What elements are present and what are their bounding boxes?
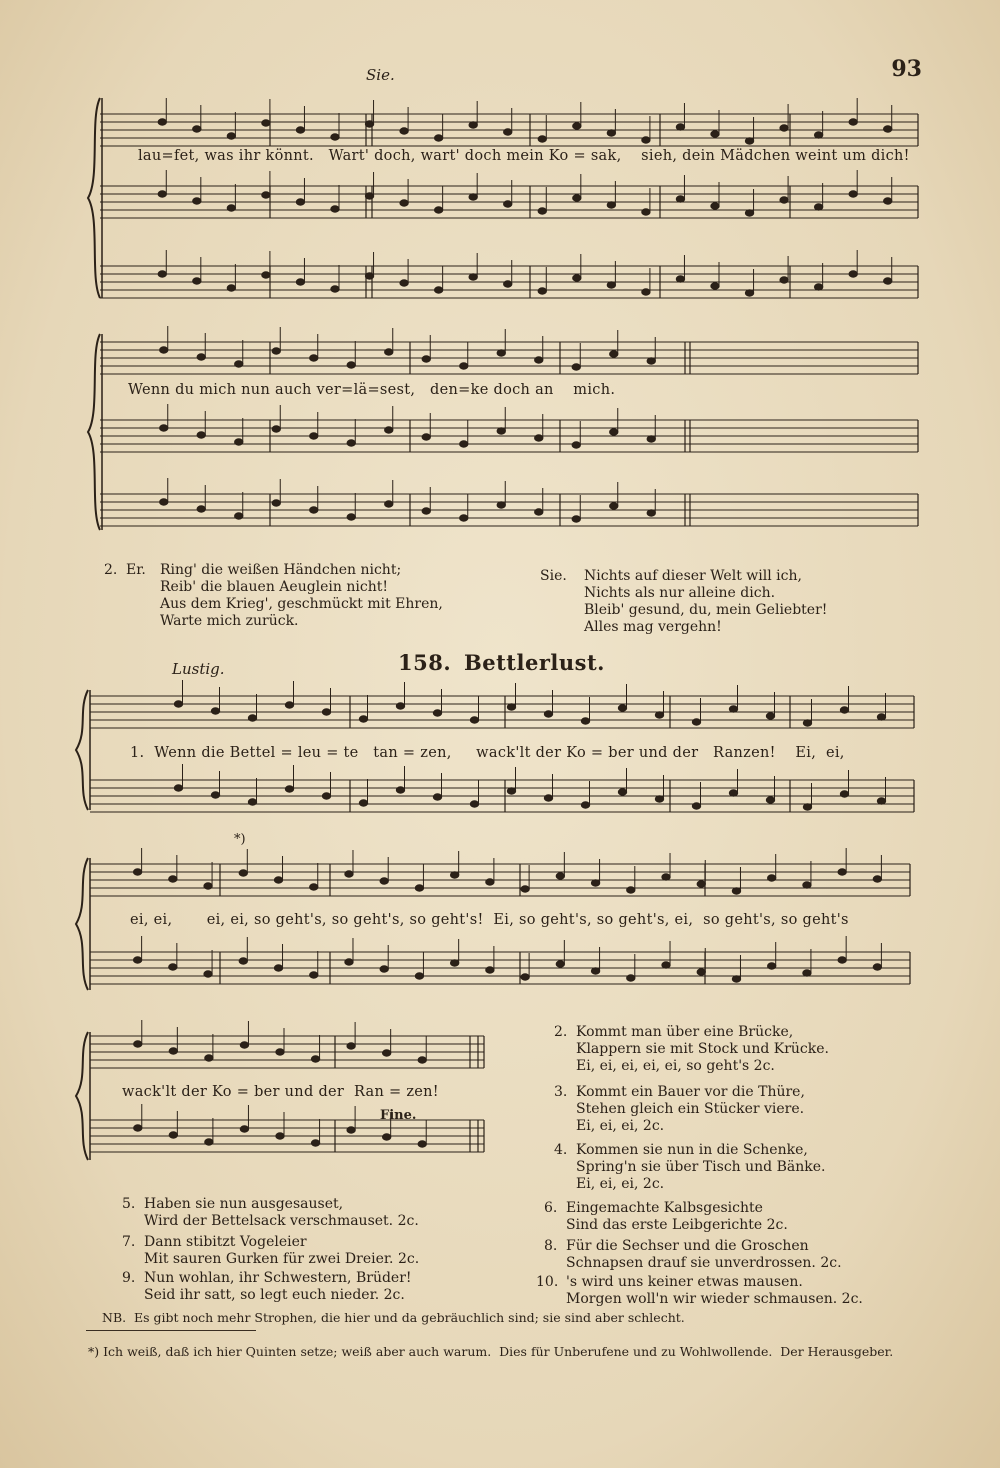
notehead	[204, 883, 212, 889]
notehead	[573, 275, 581, 281]
notehead	[692, 719, 700, 725]
verse-3	[554, 1084, 805, 1135]
notehead	[227, 133, 235, 139]
notehead	[169, 1048, 177, 1054]
notehead	[310, 884, 318, 890]
notehead	[504, 281, 512, 287]
notehead	[618, 789, 626, 795]
notehead	[692, 803, 700, 809]
notehead	[697, 969, 705, 975]
notehead	[535, 509, 543, 515]
verse-number: 7.	[122, 1234, 136, 1250]
lyric-system-2: Wenn du mich nun auch ver=lä=sest, den=ke doch an mich.	[128, 382, 616, 398]
notehead	[521, 886, 529, 892]
notehead	[849, 271, 857, 277]
verse-6	[544, 1200, 788, 1234]
notehead	[460, 441, 468, 447]
notehead	[711, 203, 719, 209]
notehead	[385, 349, 393, 355]
notehead	[676, 276, 684, 282]
notehead	[310, 355, 318, 361]
notehead	[486, 967, 494, 973]
notehead	[365, 121, 373, 127]
verse-line: Aus dem Krieg', geschmückt mit Ehren,	[160, 596, 443, 612]
notehead	[504, 201, 512, 207]
notehead	[486, 879, 494, 885]
notehead	[158, 119, 166, 125]
notehead	[544, 711, 552, 717]
notehead	[415, 885, 423, 891]
notehead	[814, 132, 822, 138]
notehead	[422, 508, 430, 514]
lyric-song158-1: 1. Wenn die Bettel = leu = te tan = zen, wack'lt der Ko = ber und der Ranzen! Ei, ei,	[130, 745, 845, 761]
notehead	[262, 272, 270, 278]
notehead	[507, 788, 515, 794]
lyric-song158-3: wack'lt der Ko = ber und der Ran = zen!	[122, 1084, 439, 1100]
notehead	[573, 123, 581, 129]
notehead	[507, 704, 515, 710]
notehead	[838, 957, 846, 963]
notehead	[235, 513, 243, 519]
notehead	[470, 801, 478, 807]
verse-line: Haben sie nun ausgesauset,	[144, 1196, 344, 1212]
verse-line: Mit sauren Gurken für zwei Dreier. 2c.	[144, 1251, 420, 1267]
notehead	[160, 425, 168, 431]
notehead	[197, 354, 205, 360]
notehead	[504, 129, 512, 135]
notehead	[780, 197, 788, 203]
notehead	[380, 878, 388, 884]
notehead	[745, 138, 753, 144]
notehead	[497, 350, 505, 356]
notehead	[345, 959, 353, 965]
notehead	[274, 965, 282, 971]
verse-2-sie	[540, 568, 827, 636]
verse-number: 2.	[104, 562, 118, 578]
verse-4	[554, 1142, 826, 1193]
notehead	[538, 208, 546, 214]
verse-number: 3.	[554, 1084, 568, 1100]
notehead	[296, 279, 304, 285]
notehead	[469, 274, 477, 280]
notehead	[434, 207, 442, 213]
verse-5	[122, 1196, 419, 1230]
notehead	[240, 1126, 248, 1132]
notehead	[732, 976, 740, 982]
notehead	[469, 122, 477, 128]
notehead	[610, 503, 618, 509]
verse-part-label: Sie.	[540, 568, 567, 584]
notehead	[884, 278, 892, 284]
notehead	[331, 134, 339, 140]
notehead	[193, 198, 201, 204]
verse-line: Ring' die weißen Händchen nicht;	[160, 562, 402, 578]
notehead	[211, 792, 219, 798]
notehead	[803, 804, 811, 810]
notehead	[396, 703, 404, 709]
notehead	[642, 289, 650, 295]
notehead	[642, 209, 650, 215]
notehead	[729, 706, 737, 712]
verse-line: Ei, ei, ei, 2c.	[576, 1176, 665, 1192]
notehead	[766, 797, 774, 803]
verse-line: Kommt man über eine Brücke,	[576, 1024, 794, 1040]
verse-number: 10.	[536, 1274, 559, 1290]
notehead	[535, 357, 543, 363]
verse-line: Nichts als nur alleine dich.	[584, 585, 776, 601]
notehead	[538, 136, 546, 142]
verse-line: Schnapsen drauf sie unverdrossen. 2c.	[566, 1255, 842, 1271]
verse-line: Sind das erste Leibgerichte 2c.	[566, 1217, 788, 1233]
notehead	[803, 970, 811, 976]
notehead	[322, 709, 330, 715]
notehead	[655, 712, 663, 718]
notehead	[382, 1134, 390, 1140]
notehead	[272, 348, 280, 354]
notehead	[311, 1056, 319, 1062]
notehead	[884, 126, 892, 132]
notehead	[133, 957, 141, 963]
notehead	[158, 191, 166, 197]
notehead	[676, 196, 684, 202]
footnote-divider	[86, 1330, 256, 1331]
notehead	[591, 968, 599, 974]
notehead	[382, 1050, 390, 1056]
verse-line: Kommen sie nun in die Schenke,	[576, 1142, 808, 1158]
nb-note: NB. Es gibt noch mehr Strophen, die hier und da gebräuchlich sind; sie sind aber schlecht.	[102, 1310, 685, 1325]
notehead	[310, 972, 318, 978]
notehead	[174, 785, 182, 791]
notehead	[134, 1125, 142, 1131]
notehead	[296, 127, 304, 133]
notehead	[768, 875, 776, 881]
verse-number: 4.	[554, 1142, 568, 1158]
notehead	[134, 1041, 142, 1047]
verse-number: 6.	[544, 1200, 558, 1216]
notehead	[711, 131, 719, 137]
notehead	[497, 428, 505, 434]
verse-9	[122, 1270, 412, 1304]
notehead	[433, 710, 441, 716]
notehead	[285, 786, 293, 792]
fine-marking: Fine.	[380, 1108, 417, 1123]
notehead	[345, 871, 353, 877]
notehead	[556, 961, 564, 967]
notehead	[331, 286, 339, 292]
tempo-marking: Lustig.	[172, 660, 225, 678]
notehead	[521, 974, 529, 980]
brace	[76, 690, 88, 810]
notehead	[193, 126, 201, 132]
notehead	[347, 1043, 355, 1049]
notehead	[877, 798, 885, 804]
notehead	[768, 963, 776, 969]
notehead	[415, 973, 423, 979]
notehead	[647, 436, 655, 442]
notehead	[814, 204, 822, 210]
notehead	[697, 881, 705, 887]
notehead	[227, 285, 235, 291]
verse-number: 2.	[554, 1024, 568, 1040]
notehead	[396, 787, 404, 793]
notehead	[655, 796, 663, 802]
notehead	[433, 794, 441, 800]
notehead	[347, 514, 355, 520]
notehead	[359, 716, 367, 722]
notehead	[205, 1139, 213, 1145]
notehead	[610, 351, 618, 357]
notehead	[169, 1132, 177, 1138]
verse-line: Eingemachte Kalbsgesichte	[566, 1200, 763, 1216]
notehead	[418, 1057, 426, 1063]
notehead	[240, 1042, 248, 1048]
notehead	[849, 191, 857, 197]
notehead	[239, 870, 247, 876]
notehead	[239, 958, 247, 964]
notehead	[227, 205, 235, 211]
notehead	[544, 795, 552, 801]
verse-10	[536, 1274, 863, 1308]
notehead	[766, 713, 774, 719]
notehead	[133, 869, 141, 875]
notehead	[422, 356, 430, 362]
verse-2-er	[104, 562, 443, 630]
verse-2	[554, 1024, 829, 1075]
page-number: 93	[891, 56, 922, 82]
notehead	[310, 507, 318, 513]
notehead	[158, 271, 166, 277]
verse-line: Alles mag vergehn!	[584, 619, 722, 635]
notehead	[647, 510, 655, 516]
lyric-system-1: lau=fet, was ihr könnt. Wart' doch, wart' doch mein Ko = sak, sieh, dein Mädchen weint um dich!	[138, 148, 910, 164]
verse-part-label: Er.	[126, 562, 146, 578]
verse-line: Nun wohlan, ihr Schwestern, Brüder!	[144, 1270, 412, 1286]
notehead	[572, 364, 580, 370]
verse-line: Seid ihr satt, so legt euch nieder. 2c.	[144, 1287, 405, 1303]
notehead	[662, 874, 670, 880]
notehead	[174, 701, 182, 707]
footnote-mark: *)	[234, 832, 246, 847]
notehead	[877, 714, 885, 720]
notehead	[803, 882, 811, 888]
notehead	[322, 793, 330, 799]
notehead	[814, 284, 822, 290]
notehead	[276, 1133, 284, 1139]
notehead	[618, 705, 626, 711]
verse-line: Ei, ei, ei, 2c.	[576, 1118, 665, 1134]
notehead	[729, 790, 737, 796]
verse-8	[544, 1238, 842, 1272]
notehead	[205, 1055, 213, 1061]
verse-line: Dann stibitzt Vogeleier	[144, 1234, 307, 1250]
brace	[76, 858, 88, 990]
verse-line: Für die Sechser und die Groschen	[566, 1238, 809, 1254]
brace	[88, 334, 100, 530]
notehead	[780, 125, 788, 131]
notehead	[610, 429, 618, 435]
notehead	[849, 119, 857, 125]
notehead	[780, 277, 788, 283]
song-number: 158.	[398, 650, 452, 675]
notehead	[385, 501, 393, 507]
notehead	[840, 791, 848, 797]
notehead	[450, 960, 458, 966]
notehead	[272, 426, 280, 432]
notehead	[607, 130, 615, 136]
notehead	[538, 288, 546, 294]
notehead	[385, 427, 393, 433]
notehead	[272, 500, 280, 506]
notehead	[581, 802, 589, 808]
verse-line: Bleib' gesund, du, mein Geliebter!	[584, 602, 828, 618]
notehead	[400, 280, 408, 286]
notehead	[248, 799, 256, 805]
verse-line: Ei, ei, ei, ei, ei, so geht's 2c.	[576, 1058, 775, 1074]
notehead	[434, 287, 442, 293]
notehead	[400, 128, 408, 134]
notehead	[276, 1049, 284, 1055]
notehead	[160, 347, 168, 353]
notehead	[331, 206, 339, 212]
brace	[76, 1032, 88, 1160]
notehead	[310, 433, 318, 439]
notehead	[160, 499, 168, 505]
verse-line: Spring'n sie über Tisch und Bänke.	[576, 1159, 826, 1175]
notehead	[647, 358, 655, 364]
notehead	[193, 278, 201, 284]
notehead	[676, 124, 684, 130]
notehead	[274, 877, 282, 883]
verse-line: Stehen gleich ein Stücker viere.	[576, 1101, 805, 1117]
notehead	[347, 1127, 355, 1133]
notehead	[169, 876, 177, 882]
notehead	[572, 516, 580, 522]
notehead	[400, 200, 408, 206]
notehead	[627, 887, 635, 893]
notehead	[450, 872, 458, 878]
notehead	[469, 194, 477, 200]
notehead	[607, 202, 615, 208]
notehead	[884, 198, 892, 204]
notehead	[365, 273, 373, 279]
verse-line: 's wird uns keiner etwas mausen.	[566, 1274, 803, 1290]
notehead	[873, 964, 881, 970]
notehead	[732, 888, 740, 894]
footnote: *) Ich weiß, daß ich hier Quinten setze; weiß aber auch warum. Dies für Unberufene und zu Wohlwollende. Der Herausgeber.	[88, 1344, 894, 1359]
song-title: Bettlerlust.	[464, 650, 605, 675]
verse-line: Warte mich zurück.	[160, 613, 299, 629]
notehead	[838, 869, 846, 875]
notehead	[211, 708, 219, 714]
notehead	[235, 361, 243, 367]
notehead	[745, 210, 753, 216]
notehead	[840, 707, 848, 713]
notehead	[581, 718, 589, 724]
verse-number: 9.	[122, 1270, 136, 1286]
notehead	[365, 193, 373, 199]
notehead	[470, 717, 478, 723]
notehead	[235, 439, 243, 445]
notehead	[573, 195, 581, 201]
notehead	[311, 1140, 319, 1146]
notehead	[285, 702, 293, 708]
lyric-song158-2: ei, ei, ei, ei, so geht's, so geht's, so geht's! Ei, so geht's, so geht's, ei, so geht's, so geht's	[130, 912, 849, 928]
notehead	[380, 966, 388, 972]
notehead	[535, 435, 543, 441]
notehead	[169, 964, 177, 970]
notehead	[803, 720, 811, 726]
notehead	[359, 800, 367, 806]
verse-line: Morgen woll'n wir wieder schmausen. 2c.	[566, 1291, 863, 1307]
notehead	[627, 975, 635, 981]
notehead	[497, 502, 505, 508]
notehead	[873, 876, 881, 882]
notehead	[711, 283, 719, 289]
notehead	[745, 290, 753, 296]
notehead	[607, 282, 615, 288]
notehead	[572, 442, 580, 448]
notehead	[347, 440, 355, 446]
notehead	[662, 962, 670, 968]
notehead	[418, 1141, 426, 1147]
verse-line: Reib' die blauen Aeuglein nicht!	[160, 579, 388, 595]
notehead	[434, 135, 442, 141]
verse-line: Klappern sie mit Stock und Krücke.	[576, 1041, 829, 1057]
notehead	[556, 873, 564, 879]
notehead	[197, 506, 205, 512]
brace	[88, 98, 100, 298]
verse-7	[122, 1234, 420, 1268]
notehead	[642, 137, 650, 143]
notehead	[204, 971, 212, 977]
notehead	[422, 434, 430, 440]
verse-number: 8.	[544, 1238, 558, 1254]
notehead	[460, 515, 468, 521]
notehead	[262, 192, 270, 198]
notehead	[262, 120, 270, 126]
notehead	[591, 880, 599, 886]
part-label-sie: Sie.	[366, 66, 395, 84]
notehead	[347, 362, 355, 368]
notehead	[248, 715, 256, 721]
verse-line: Kommt ein Bauer vor die Thüre,	[576, 1084, 805, 1100]
notehead	[460, 363, 468, 369]
verse-line: Nichts auf dieser Welt will ich,	[584, 568, 802, 584]
verse-number: 5.	[122, 1196, 136, 1212]
notehead	[296, 199, 304, 205]
notehead	[197, 432, 205, 438]
verse-line: Wird der Bettelsack verschmauset. 2c.	[144, 1213, 419, 1229]
